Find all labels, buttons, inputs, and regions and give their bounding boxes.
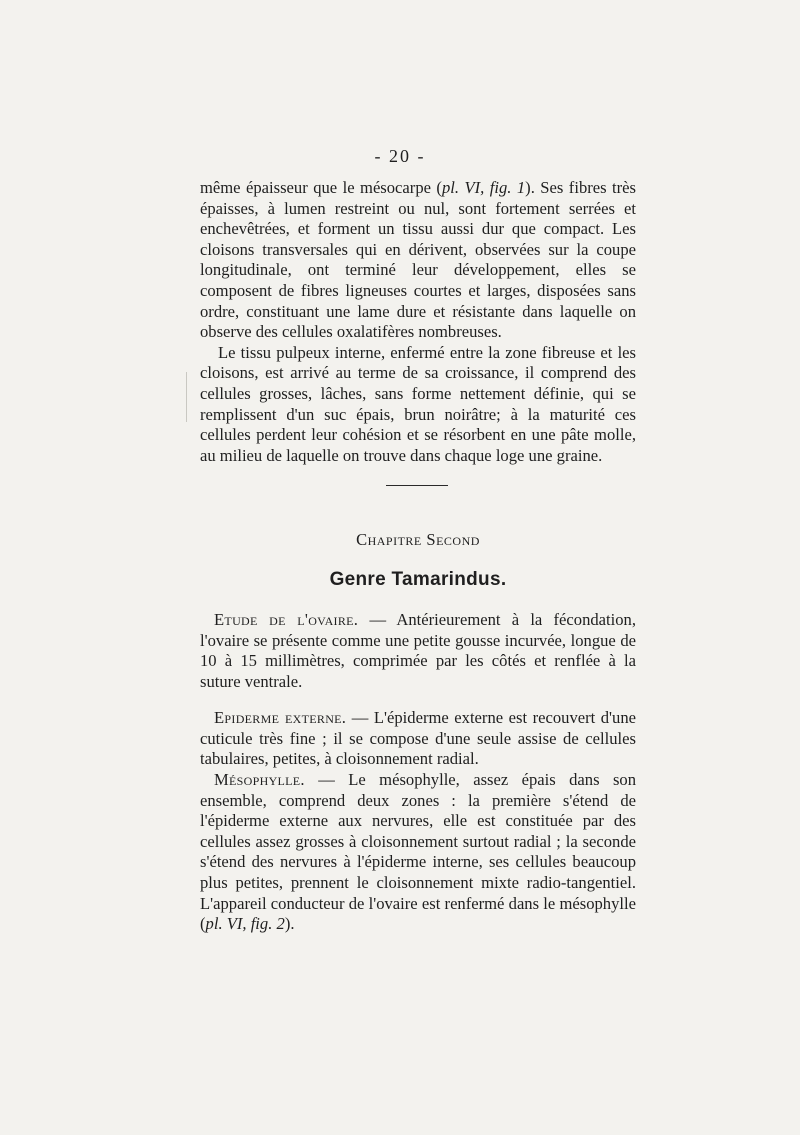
section-text: — Antérieurement à la fécondation, l'ovaire se présente comme une petite gousse incurvée, longue de 10 à 15 millimètres, comprimée par les côtés et renflée à la suture ventrale. bbox=[200, 610, 636, 691]
chapter-title: Chapitre Second bbox=[356, 530, 480, 549]
section-heading: Mésophylle. bbox=[214, 770, 305, 789]
figure-reference: pl. VI, fig. 1 bbox=[441, 178, 526, 197]
section-heading: Epiderme externe. bbox=[214, 708, 347, 727]
figure-reference: pl. VI, fig. 2 bbox=[205, 914, 285, 934]
paragraph-1-text-continued: ). Ses fibres très épaisses, à lumen restreint ou nul, sont fortement serrées et enchevêtrées, et forment un tissu aussi dur que compact. Les cloisons transversales qui en dérivent, observées sur la coupe longitudinale, ont terminé leur développement, elles se composent de fibres ligneuses courtes et larges, disposées sans ordre, constituant une lame dure et résistante dans laquelle on observe des cellules oxalatifères nombreuses. bbox=[200, 178, 636, 342]
paragraph-1 bbox=[200, 178, 636, 343]
genus-title: Genre Tamarindus. bbox=[329, 569, 507, 590]
paragraph-2: Le tissu pulpeux interne, enfermé entre la zone fibreuse et les cloisons, est arrivé au terme de sa croissance, il comprend des cellules grosses, lâches, sans forme nettement définie, qui se remplissent d'un suc épais, brun noirâtre; à la maturité ces cellules perdent leur cohésion et se résorbent en une pâte molle, au milieu de laquelle on trouve dans chaque loge une graine. bbox=[200, 342, 636, 465]
section-text: — L'épiderme externe est recouvert d'une cuticule très fine ; il se compose d'une seule assise de cellules tabulaires, petites, à cloisonnement radial. bbox=[200, 708, 637, 769]
section-text-end: ). bbox=[284, 914, 295, 934]
section-ovary-study bbox=[200, 610, 636, 692]
section-mesophyll bbox=[200, 770, 636, 935]
paragraph-1-text: même épaisseur que le mésocarpe ( bbox=[200, 178, 442, 197]
margin-mark bbox=[186, 372, 187, 422]
page-number: - 20 - bbox=[374, 146, 426, 166]
section-outer-epidermis bbox=[200, 708, 636, 770]
section-heading: Etude de l'ovaire. bbox=[214, 610, 359, 629]
section-divider bbox=[386, 485, 448, 486]
section-text: — Le mésophylle, assez épais dans son ensemble, comprend deux zones : la première s'étend de l'épiderme externe aux nervures, elle est constituée par des cellules assez grosses à cloisonnement surtout radial ; la seconde s'étend des nervures à l'épiderme interne, ses cellules beaucoup plus petites, prennent le cloisonnement mixte radio-tangentiel. L'appareil conducteur de l'ovaire est renfermé dans le mésophylle ( bbox=[200, 770, 636, 934]
body-text-top bbox=[200, 178, 636, 466]
